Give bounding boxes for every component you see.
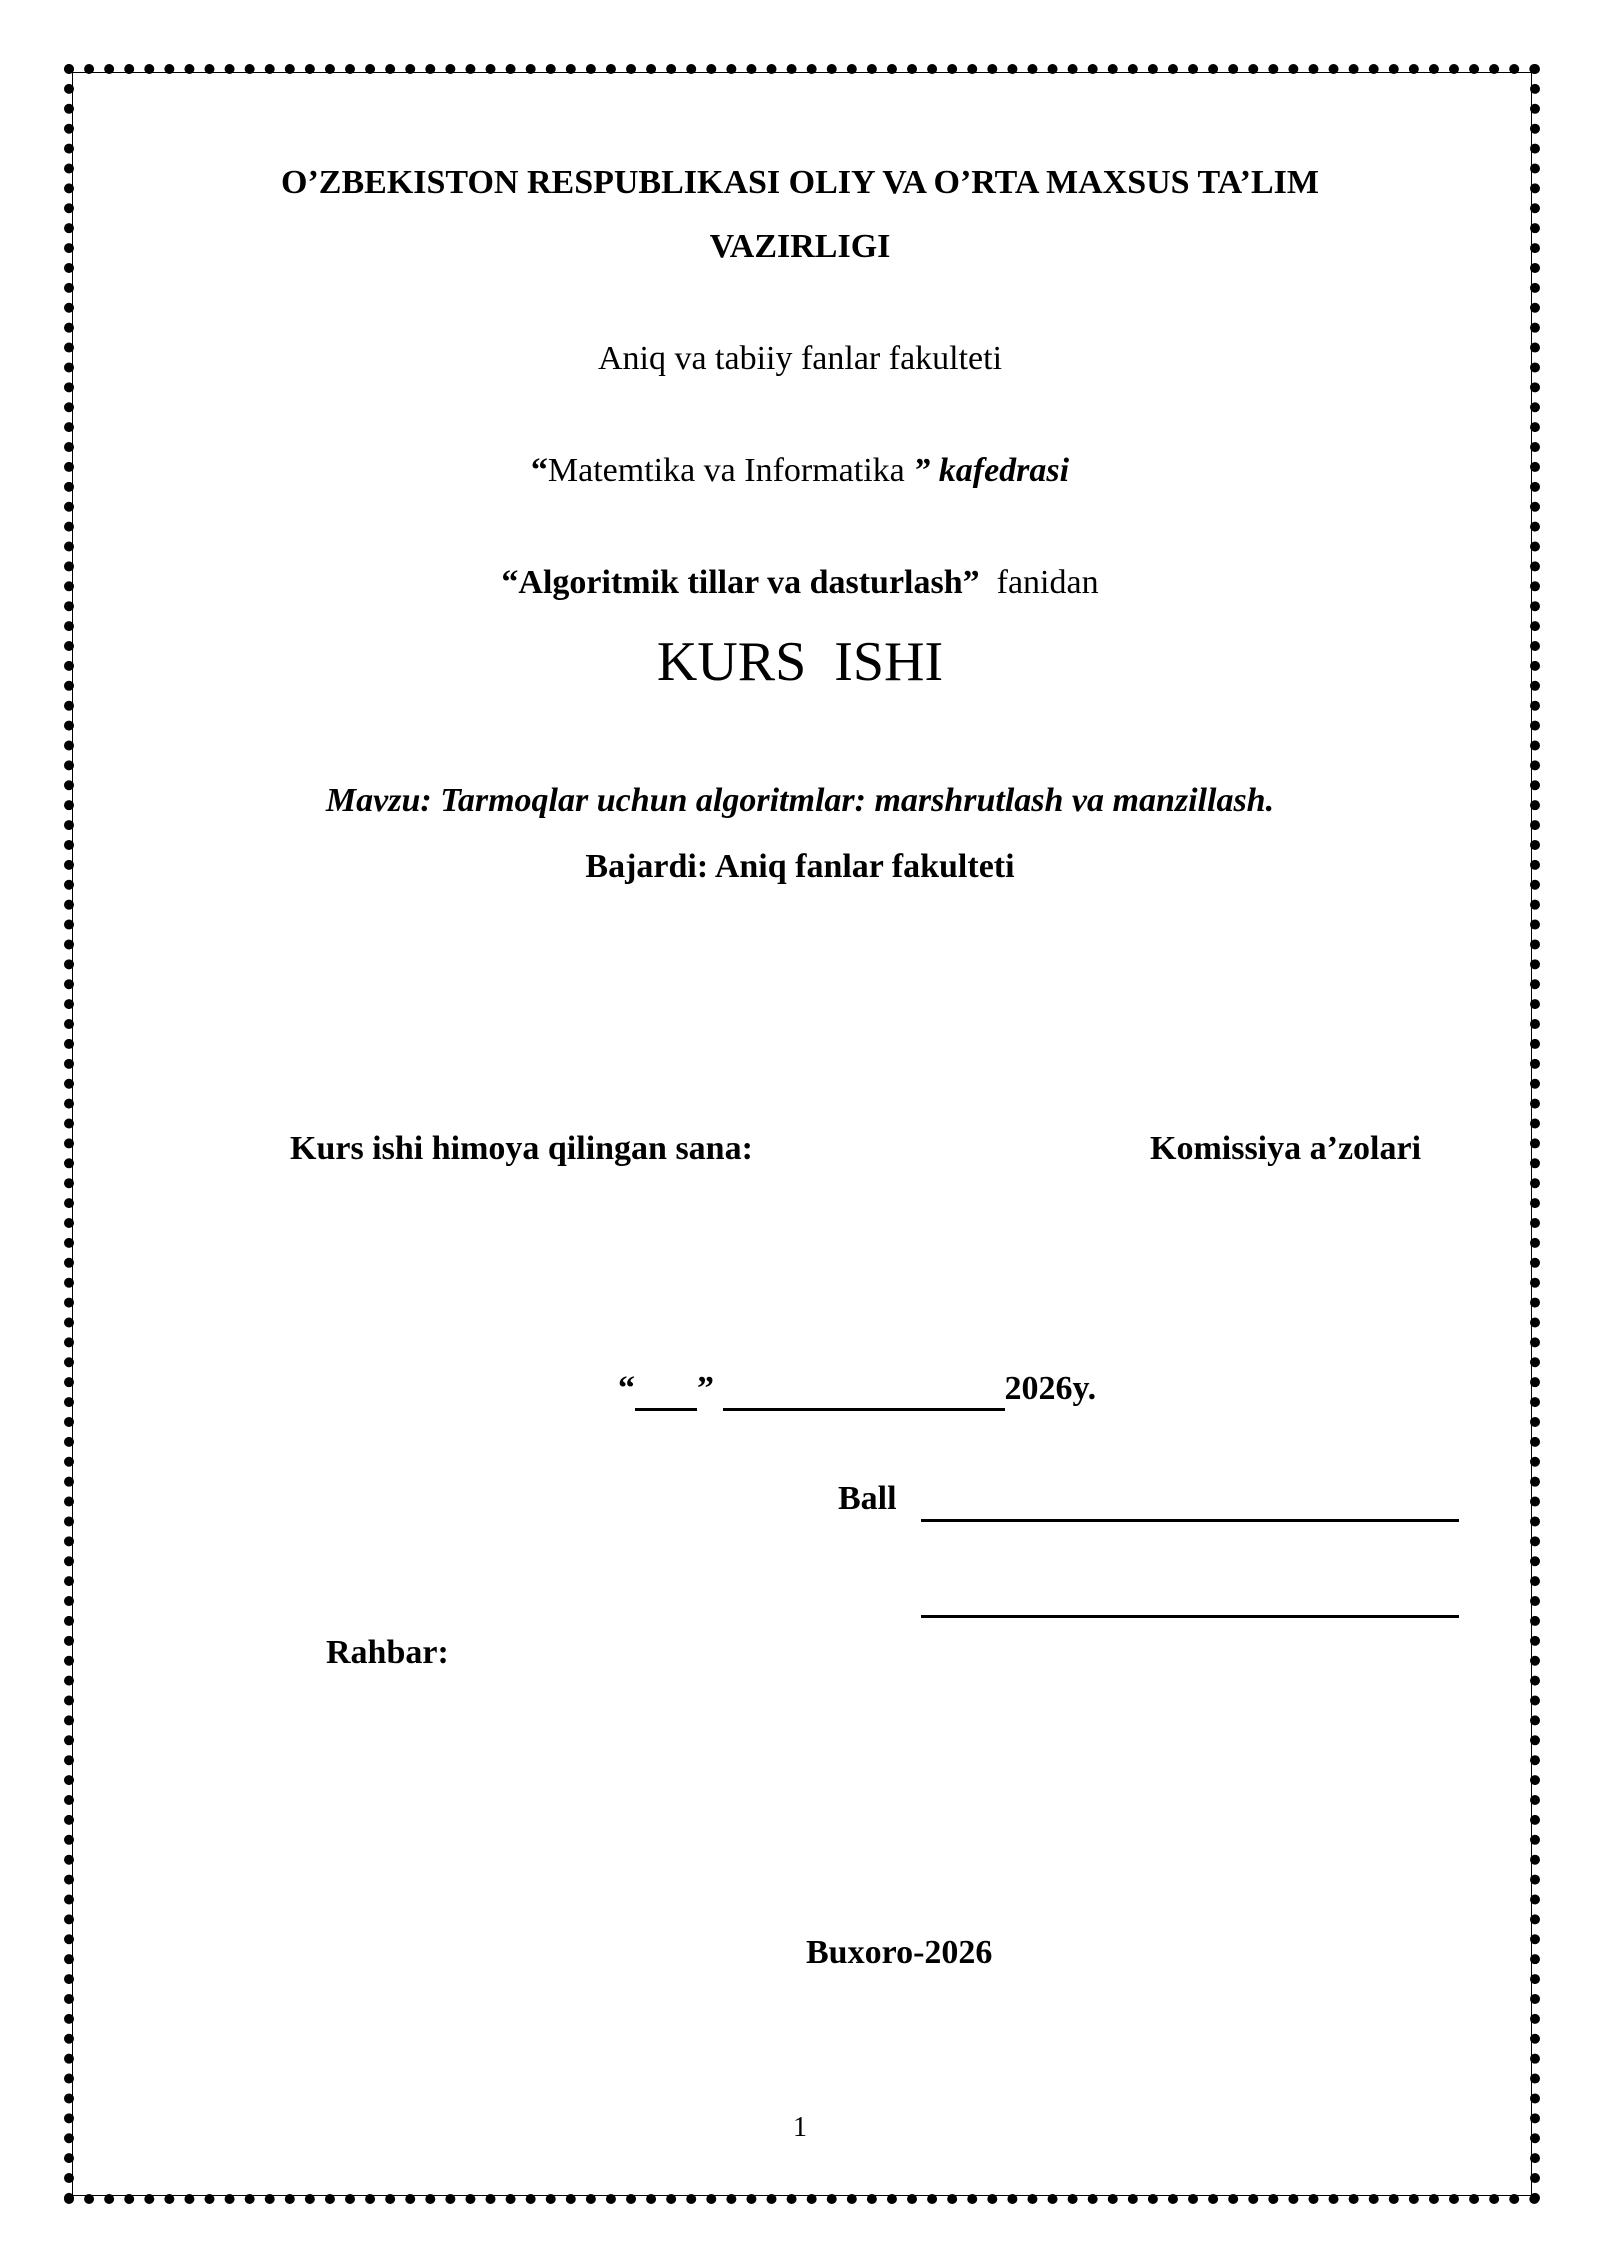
date-year: 2026y. xyxy=(1004,1370,1097,1407)
work-type-title: KURS ISHI xyxy=(656,631,944,693)
ball-label: Ball xyxy=(838,1480,897,1517)
department-suffix: kafedrasi xyxy=(930,452,1070,489)
topic: Mavzu: Tarmoqlar uchun algoritmlar: marshrutlash va manzillash. xyxy=(325,782,1275,819)
faculty-name: Aniq va tabiiy fanlar fakulteti xyxy=(597,340,1003,377)
date-close-quote: ” xyxy=(697,1370,714,1407)
day-blank xyxy=(635,1370,697,1411)
subject-line xyxy=(0,564,1600,602)
commission-label: Komissiya a’zolari xyxy=(1150,1130,1422,1167)
supervisor-label: Rahbar: xyxy=(326,1634,449,1671)
department-close-quote: ” xyxy=(913,452,931,489)
ministry-title-line2: VAZIRLIGI xyxy=(709,228,891,265)
ball-blank-line xyxy=(921,1519,1459,1522)
signature-blank-line xyxy=(921,1615,1459,1618)
department-open-quote: “ xyxy=(530,452,548,489)
date-open-quote: “ xyxy=(618,1370,635,1407)
month-blank xyxy=(723,1370,1005,1411)
department-line xyxy=(0,452,1600,490)
city-year: Buxoro-2026 xyxy=(806,1934,993,1971)
subject-suffix: fanidan xyxy=(979,564,1099,601)
date-line xyxy=(618,1370,1096,1411)
ministry-title-line1: O’ZBEKISTON RESPUBLIKASI OLIY VA O’RTA MAXSUS TA’LIM xyxy=(281,164,1319,201)
page-number: 1 xyxy=(793,2112,807,2143)
subject-name: “Algoritmik tillar va dasturlash” xyxy=(501,564,980,601)
defense-date-label: Kurs ishi himoya qilingan sana: xyxy=(290,1130,753,1167)
department-name: Matemtika va Informatika xyxy=(547,452,914,489)
performer: Bajardi: Aniq fanlar fakulteti xyxy=(585,848,1015,885)
